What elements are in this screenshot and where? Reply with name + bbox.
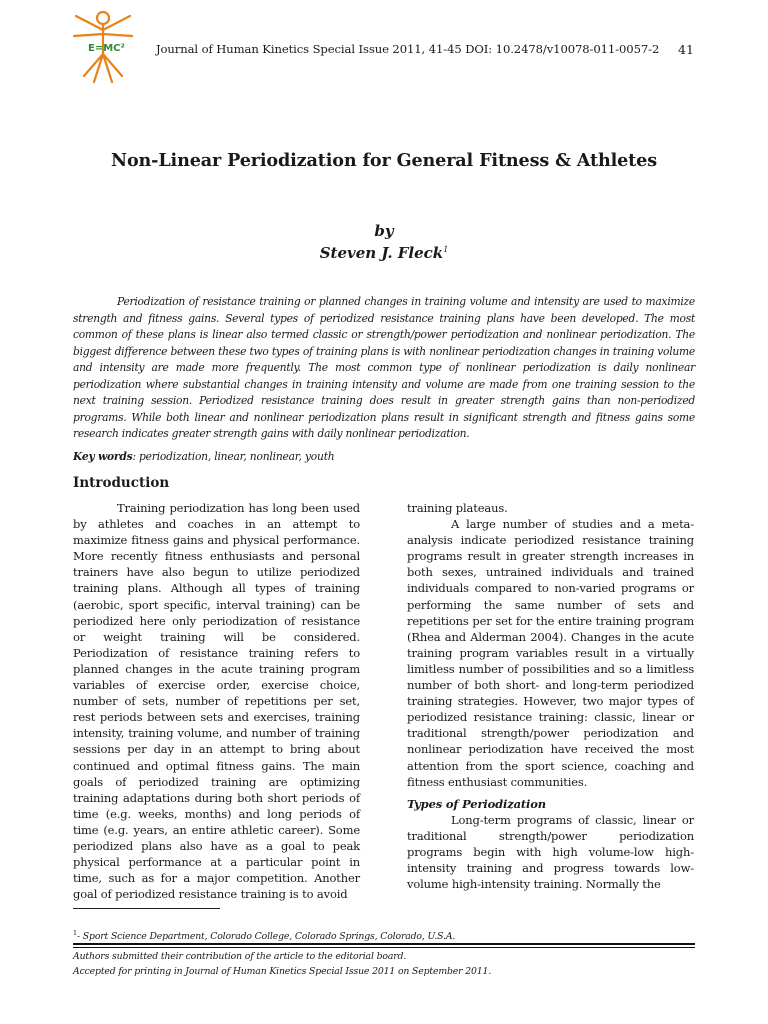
journal-citation: Journal of Human Kinetics Special Issue 2011, 41-45 DOI: 10.2478/v10078-011-0057-2 bbox=[156, 42, 660, 56]
subsection-heading-types: Types of Periodization bbox=[407, 796, 546, 811]
abstract-text: Periodization of resistance training or planned changes in training volume and intensity are used to maximize strength and fitness gains. Several types of periodized resistance training plans have been developed. The most common of these plans is linear also termed classic or strength/power periodization and nonlinear periodization. The biggest difference between these two types of training plans is with nonlinear periodization changes in training volume and intensity are made more frequently. The most common type of nonlinear periodization is daily nonlinear periodization where substantial changes in training intensity and volume are made from one training session to the next training session. Periodized resistance training does result in greater strength gains than non-periodized programs. While both linear and nonlinear periodization plans result in significant strength and fitness gains some research indicates greater strength gains with daily nonlinear periodization. bbox=[73, 295, 695, 440]
footnote-text: - Sport Science Department, Colorado College, Colorado Springs, Colorado, U.S.A. bbox=[77, 931, 456, 942]
footer-rule-thick bbox=[73, 943, 695, 945]
footnote-mark: 1 bbox=[73, 929, 77, 937]
paragraph: Long-term programs of classic, linear or traditional strength/power periodization programs begin with high volume-low high-intensity training and progress towards low-volume high-intensity training. Normally the bbox=[407, 812, 694, 892]
footnote bbox=[73, 929, 455, 942]
keywords-label: Key words bbox=[73, 450, 133, 463]
vitruvian-figure-icon bbox=[64, 6, 142, 86]
logo-text: E=MC² bbox=[88, 43, 125, 54]
page-number: 41 bbox=[678, 42, 694, 57]
paragraph: Training periodization has long been used by athletes and coaches in an attempt to maximize fitness gains and physical performance. More recently fitness enthusiasts and personal trainers have also begun to utilize periodized training plans. Although all types of training (aerobic, sport specific, interval training) can be periodized here only periodization of resistance or weight training will be considered. Periodization of resistance training refers to planned changes in the acute training program variables of exercise order, exercise choice, number of sets, number of repetitions per set, rest periods between sets and exercises, training intensity, training volume, and number of training sessions per day in an attempt to bring about continued and optimal fitness gains. The main goals of periodized training are optimizing training adaptations during both short periods of time (e.g. weeks, months) and long periods of time (e.g. years, an entire athletic career). Some periodized plans also have as a goal to peak physical performance at a particular point in time, such as for a major competition. Another goal of periodized resistance training is to avoid bbox=[73, 501, 360, 902]
right-column bbox=[407, 500, 694, 892]
abstract bbox=[73, 294, 695, 443]
paragraph-continuation: training plateaus. bbox=[407, 501, 508, 515]
author-footnote-mark: 1 bbox=[443, 245, 449, 254]
author-name bbox=[0, 244, 768, 262]
paragraph: A large number of studies and a meta-analysis indicate periodized resistance training programs result in greater strength increases in both sexes, untrained individuals and trained individuals compared to non-varied programs or performing the same number of sets and repetitions per set for the entire training program (Rhea and Alderman 2004). Changes in the acute training program variables result in a virtually limitless number of possibilities and so a limitless number of both short- and long-term periodized training strategies. However, two major types of periodized resistance training: classic, linear or traditional strength/power periodization and nonlinear periodization have received the most attention from the sport science, coaching and fitness enthusiast communities. bbox=[407, 517, 694, 789]
footnote-divider bbox=[73, 908, 220, 909]
author-text: Steven J. Fleck bbox=[319, 244, 444, 262]
section-heading-introduction: Introduction bbox=[73, 475, 170, 491]
submission-notice: Authors submitted their contribution of the article to the editorial board. bbox=[73, 951, 407, 962]
keywords bbox=[73, 450, 334, 463]
left-column bbox=[73, 500, 360, 902]
footer-rule-thin bbox=[73, 947, 695, 948]
article-title: Non-Linear Periodization for General Fitness & Athletes bbox=[111, 150, 657, 171]
acceptance-notice: Accepted for printing in Journal of Human Kinetics Special Issue 2011 on September 2011. bbox=[73, 966, 492, 977]
keywords-text: : periodization, linear, nonlinear, youth bbox=[132, 450, 335, 463]
by-line: by bbox=[374, 222, 394, 240]
journal-logo bbox=[64, 6, 142, 86]
